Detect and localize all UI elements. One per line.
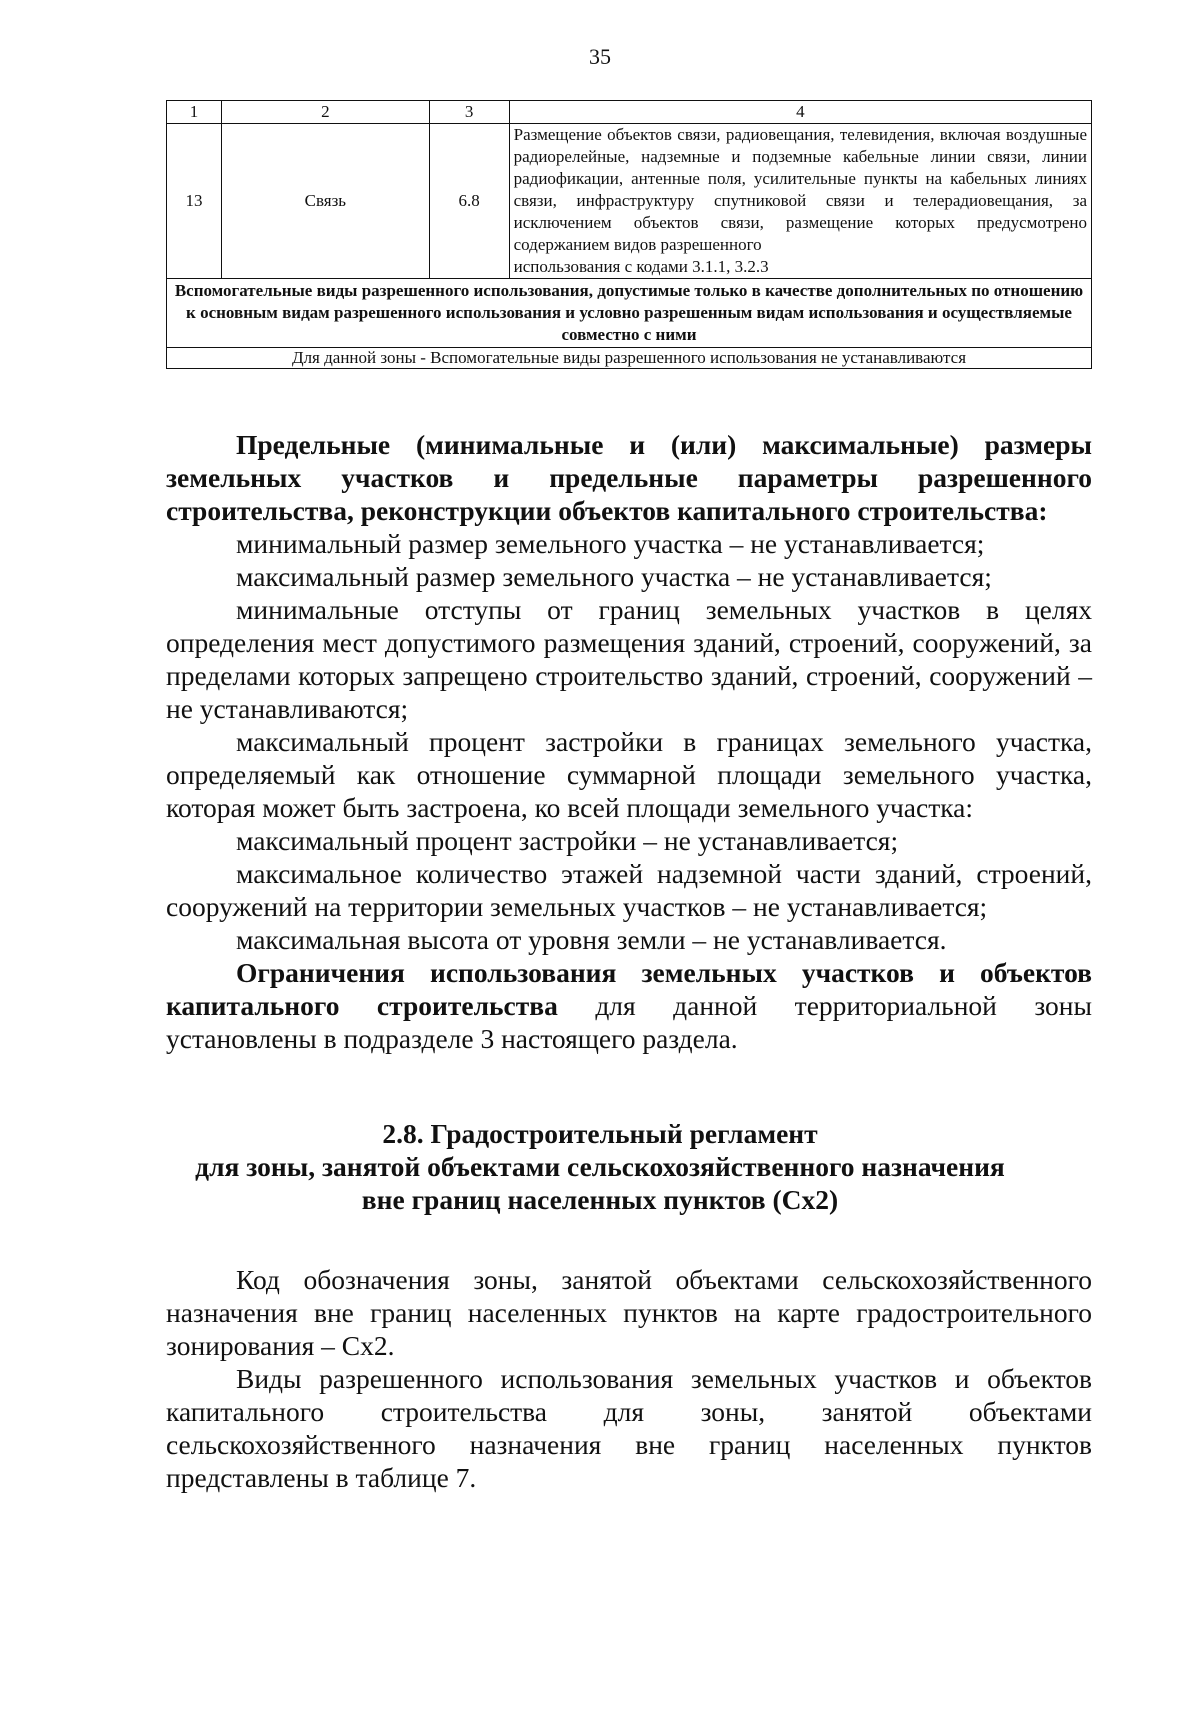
description-text: Размещение объектов связи, радиовещания, телевидения, включая воздушные радиорелейные, надземные и подземные кабельные линии связи, линии радиофикации, антенные поля, усилительные пункты на кабельных линиях связи, инфраструктуру спутниковой связи и телерадиовещания, за исключением объектов связи, размещение которых предусмотрено содержанием видов разрешенного — [513, 125, 1087, 254]
limits-heading: Предельные (минимальные и (или) максимальные) размеры земельных участков и предельные параметры разрешенного строительства, реконструкции объектов капитального строительства: — [166, 429, 1092, 526]
row-number: 13 — [167, 124, 222, 279]
restriction-bold: Ограничения использования земельных участков и объектов капитального строительства — [166, 957, 1092, 1021]
header-cell-4: 4 — [509, 101, 1091, 124]
limit-item: максимальное количество этажей надземной части зданий, строений, сооружений на территории земельных участков – не устанавливается; — [166, 858, 1092, 922]
use-type-description — [509, 124, 1091, 279]
limit-item: максимальный процент застройки – не устанавливается; — [236, 825, 899, 856]
restriction-paragraph — [166, 956, 1092, 1055]
table-row — [167, 124, 1092, 279]
limit-item: минимальные отступы от границ земельных участков в целях определения мест допустимого размещения зданий, строений, сооружений, за пределами которых запрещено строительство зданий, строений, сооружений – не устанавливаются; — [166, 594, 1092, 724]
description-last-line: использования с кодами 3.1.1, 3.2.3 — [513, 257, 769, 276]
header-cell-3: 3 — [429, 101, 509, 124]
limit-item: максимальная высота от уровня земли – не устанавливается. — [236, 924, 947, 955]
limit-item: максимальный процент застройки в границах земельного участка, определяемый как отношение суммарной площади земельного участка, которая может быть застроена, ко всей площади земельного участка: — [166, 726, 1092, 823]
aux-heading: Вспомогательные виды разрешенного использования, допустимые только в качестве дополнительных по отношению к основным видам разрешенного использования и условно разрешенным видам использования и осуществляемые совместно с ними — [167, 279, 1092, 348]
aux-heading-row — [167, 279, 1092, 348]
section-title-line-1: 2.8. Градостроительный регламент — [382, 1118, 818, 1149]
header-cell-2: 2 — [221, 101, 429, 124]
limits-block — [166, 428, 1092, 1055]
zone-paragraphs — [166, 1263, 1092, 1494]
limit-item: минимальный размер земельного участка – не устанавливается; — [236, 528, 985, 559]
section-title-line-3: вне границ населенных пунктов (Сх2) — [361, 1184, 839, 1215]
aux-none: Для данной зоны - Вспомогательные виды разрешенного использования не устанавливаются — [167, 348, 1092, 369]
limit-item: максимальный размер земельного участка – не устанавливается; — [236, 561, 992, 592]
aux-none-row — [167, 348, 1092, 369]
restriction-rest: для данной территориальной зоны установлены в подразделе 3 настоящего раздела. — [166, 990, 1092, 1054]
zone-code-paragraph: Код обозначения зоны, занятой объектами сельскохозяйственного назначения вне границ населенных пунктов на карте градостроительного зонирования – Сх2. — [166, 1264, 1092, 1361]
table-header-row — [167, 101, 1092, 124]
header-cell-1: 1 — [167, 101, 222, 124]
page-number: 35 — [589, 44, 611, 69]
permitted-use-table — [166, 100, 1092, 369]
use-type-code: 6.8 — [429, 124, 509, 279]
use-type-name: Связь — [221, 124, 429, 279]
zone-types-paragraph: Виды разрешенного использования земельных участков и объектов капитального строительства для зоны, занятой объектами сельскохозяйственного назначения вне границ населенных пунктов представлены в таблице 7. — [166, 1363, 1092, 1493]
section-title-line-2: для зоны, занятой объектами сельскохозяйственного назначения — [195, 1151, 1005, 1182]
section-title — [0, 1117, 1200, 1216]
